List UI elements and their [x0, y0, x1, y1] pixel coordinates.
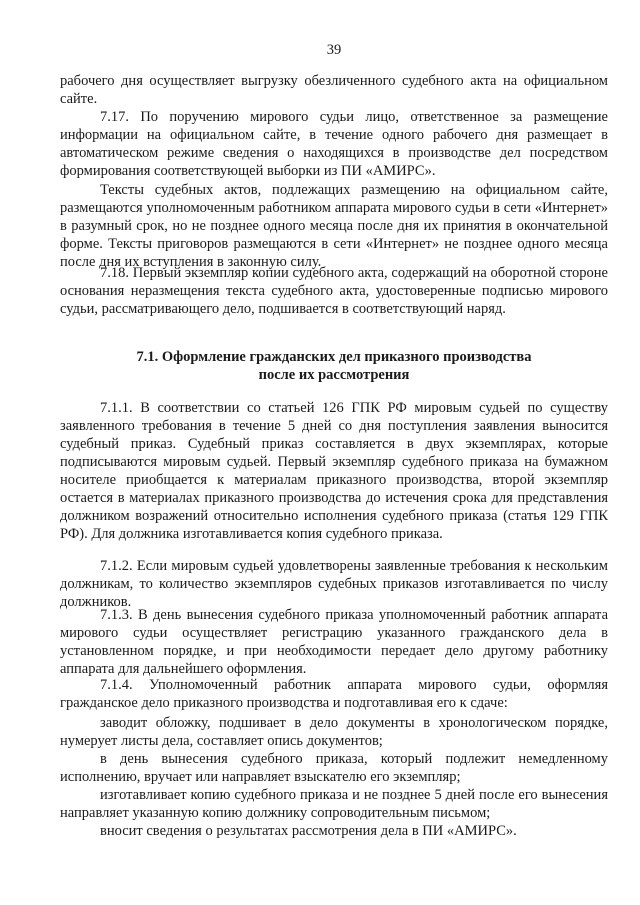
paragraph-7-1-2: 7.1.2. Если мировым судьей удовлетворены заявленные требования к нескольким должникам, то количество экземпляров судебных приказов изготавливается по числу должников. [60, 558, 608, 610]
paragraph-continuation: рабочего дня осуществляет выгрузку обезличенного судебного акта на официальном сайте. [60, 73, 608, 107]
list-item-enter-into-amirs: вносит сведения о результатах рассмотрения дела в ПИ «АМИРС». [100, 823, 517, 839]
paragraph-7-18: 7.18. Первый экземпляр копии судебного акта, содержащий на оборотной стороне основания неразмещения текста судебного акта, удостоверенные подписью мирового судьи, рассматривающего дело, подшивается в соответствующий наряд. [60, 265, 608, 317]
paragraph-7-17: 7.17. По поручению мирового судьи лицо, ответственное за размещение информации на официальном сайте, в течение одного рабочего дня размещает в автоматическом режиме сведения о находящихся в производстве дел посредством формирования соответствующей выборки из ПИ «АМИРС». [60, 109, 608, 179]
list-item-copy-to-debtor: изготавливает копию судебного приказа и не позднее 5 дней после его вынесения направляет указанную копию должнику сопроводительным письмом; [60, 787, 608, 821]
section-heading-line-1: 7.1. Оформление гражданских дел приказного производства [136, 349, 532, 365]
page-number: 39 [326, 42, 342, 58]
paragraph-7-1-3: 7.1.3. В день вынесения судебного приказа уполномоченный работник аппарата мирового судьи осуществляет регистрацию указанного гражданского дела в установленном порядке, и при необходимости передает дело другому работнику аппарата для дальнейшего оформления. [60, 607, 608, 677]
paragraph-7-1-1: 7.1.1. В соответствии со статьей 126 ГПК РФ мировым судьей по существу заявленного требования в течение 5 дней со дня поступления заявления выносится судебный приказ. Судебный приказ составляется в двух экземплярах, которые подписываются мировым судьей. Первый экземпляр судебного приказа на бумажном носителе приобщается к материалам приказного производства, второй экземпляр остается в материалах приказного производства до истечения срока для представления должником возражений относительно исполнения судебного приказа (статья 129 ГПК РФ). Для должника изготавливается копия судебного приказа. [60, 400, 608, 542]
section-heading-7-1 [60, 348, 608, 384]
list-item-cover-and-inventory: заводит обложку, подшивает в дело документы в хронологическом порядке, нумерует листы дела, составляет опись документов; [60, 715, 608, 749]
list-item-deliver-to-claimant: в день вынесения судебного приказа, который подлежит немедленному исполнению, вручает или направляет взыскателю его экземпляр; [60, 751, 608, 785]
section-heading-line-2: после их рассмотрения [258, 367, 410, 383]
paragraph-7-1-4: 7.1.4. Уполномоченный работник аппарата мирового судьи, оформляя гражданское дело приказного производства и подготавливая его к сдаче: [60, 677, 608, 711]
paragraph-court-acts-publication: Тексты судебных актов, подлежащих размещению на официальном сайте, размещаются уполномоченным работником аппарата мирового судьи в сети «Интернет» в разумный срок, но не позднее одного месяца после дня их принятия в окончательной форме. Тексты приговоров размещаются в сети «Интернет» не позднее одного месяца после дня их вступления в законную силу. [60, 182, 608, 270]
